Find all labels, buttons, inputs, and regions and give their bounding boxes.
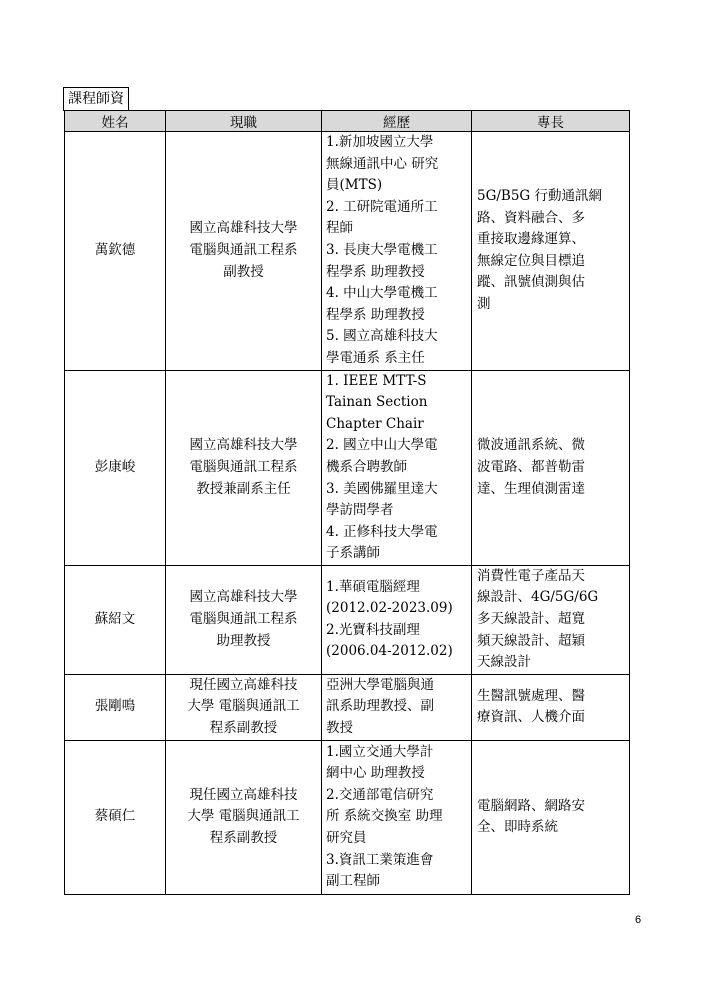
experience-line: 程學系 助理教授 <box>326 263 425 280</box>
experience-line: (2012.02-2023.09) <box>326 600 453 617</box>
specialty-line: 路、資料融合、多 <box>477 209 585 226</box>
current-position-line: 電腦與通訊工程系 <box>189 611 298 628</box>
specialty-line: 無線定位與目標追 <box>477 252 585 269</box>
instructor-name: 蔡碩仁 <box>65 740 166 894</box>
experience-line: 3.資訊工業策進會 <box>326 851 434 868</box>
experience-line: 教授 <box>326 720 353 737</box>
specialty-line: 電腦網路、網路安 <box>477 797 585 814</box>
experience-line: 5. 國立高雄科技大 <box>326 328 438 345</box>
experience-line: 3. 長庚大學電機工 <box>326 241 438 258</box>
specialty-line: 多天線設計、超寬 <box>477 611 585 628</box>
column-header-experience: 經歷 <box>322 111 472 132</box>
current-position-line: 現任國立高雄科技 <box>189 786 298 803</box>
table-row <box>65 740 630 894</box>
experience-line: 4. 正修科技大學電 <box>326 523 438 540</box>
specialty-line: 天線設計 <box>477 654 531 671</box>
instructor-name: 張剛鳴 <box>65 674 166 740</box>
experience-cell <box>322 132 472 371</box>
experience-line: 1.華碩電腦經理 <box>326 578 420 595</box>
current-position-line: 副教授 <box>223 263 264 280</box>
current-position-line: 大學 電腦與通訊工 <box>187 808 300 825</box>
specialty-cell <box>472 674 630 740</box>
instructor-name: 萬欽德 <box>65 132 166 371</box>
experience-line: 2. 工研院電通所工 <box>326 198 438 215</box>
specialty-line: 蹤、訊號偵測與估 <box>477 274 585 291</box>
table-header-row <box>65 111 630 132</box>
specialty-line: 測 <box>477 295 491 312</box>
current-position-line: 程系副教授 <box>209 829 278 846</box>
specialty-line: 頻天線設計、超穎 <box>477 632 585 649</box>
table-row <box>65 132 630 371</box>
experience-cell <box>322 565 472 674</box>
experience-line: 4. 中山大學電機工 <box>326 285 438 302</box>
current-position-cell <box>166 132 322 371</box>
experience-cell <box>322 740 472 894</box>
specialty-line: 波電路、都普勒雷 <box>477 458 585 475</box>
specialty-cell <box>472 132 630 371</box>
current-position-line: 程系副教授 <box>209 720 278 737</box>
section-title: 課程師資 <box>63 87 129 111</box>
column-header-name: 姓名 <box>65 111 166 132</box>
specialty-cell <box>472 740 630 894</box>
specialty-line: 全、即時系統 <box>477 819 558 836</box>
experience-line: 1.國立交通大學計 <box>326 743 434 760</box>
experience-line: 程學系 助理教授 <box>326 306 425 323</box>
experience-line: 訊系助理教授、副 <box>326 698 434 715</box>
specialty-line: 療資訊、人機介面 <box>477 709 585 726</box>
specialty-line: 5G/B5G 行動通訊網 <box>477 187 603 204</box>
experience-line: 2.光寶科技副理 <box>326 621 420 638</box>
current-position-line: 大學 電腦與通訊工 <box>187 698 300 715</box>
faculty-rows <box>65 132 630 895</box>
current-position-line: 國立高雄科技大學 <box>189 589 298 606</box>
current-position-cell <box>166 674 322 740</box>
current-position-line: 電腦與通訊工程系 <box>189 241 298 258</box>
experience-line: 學訪問學者 <box>326 502 394 519</box>
experience-line: 副工程師 <box>326 873 380 890</box>
experience-line: 所 系統交換室 助理 <box>326 808 443 825</box>
experience-line: 網中心 助理教授 <box>326 765 425 782</box>
specialty-line: 消費性電子產品天 <box>477 567 585 584</box>
experience-line: 無線通訊中心 研究 <box>326 155 439 172</box>
specialty-cell <box>472 565 630 674</box>
specialty-line: 達、生理偵測雷達 <box>477 480 585 497</box>
experience-line: 2. 國立中山大學電 <box>326 437 438 454</box>
experience-line: Chapter Chair <box>326 415 424 432</box>
table-row <box>65 674 630 740</box>
faculty-table <box>64 110 630 895</box>
current-position-line: 國立高雄科技大學 <box>189 220 298 237</box>
current-position-line: 助理教授 <box>216 632 271 649</box>
current-position-line: 國立高雄科技大學 <box>189 437 298 454</box>
current-position-line: 教授兼副系主任 <box>196 480 291 497</box>
experience-line: Tainan Section <box>326 394 428 411</box>
column-header-specialty: 專長 <box>472 111 630 132</box>
instructor-name: 蘇紹文 <box>65 565 166 674</box>
experience-line: 1.新加坡國立大學 <box>326 134 434 150</box>
experience-line: 子系講師 <box>326 545 380 562</box>
experience-line: 機系合聘教師 <box>326 458 407 475</box>
current-position-line: 電腦與通訊工程系 <box>189 458 298 475</box>
current-position-line: 現任國立高雄科技 <box>189 676 298 693</box>
specialty-cell <box>472 370 630 565</box>
experience-line: 學電通系 系主任 <box>326 349 425 366</box>
page-number: 6 <box>635 914 642 926</box>
specialty-line: 微波通訊系統、微 <box>477 437 585 454</box>
table-row <box>65 565 630 674</box>
specialty-line: 生醫訊號處理、醫 <box>477 687 585 704</box>
experience-line: 2.交通部電信研究 <box>326 786 434 803</box>
experience-line: (2006.04-2012.02) <box>326 643 453 660</box>
table-row <box>65 370 630 565</box>
experience-line: 1. IEEE MTT-S <box>326 372 427 389</box>
specialty-line: 線設計、4G/5G/6G <box>477 589 599 606</box>
specialty-line: 重接取邊緣運算、 <box>477 231 585 248</box>
current-position-cell <box>166 565 322 674</box>
experience-line: 亞洲大學電腦與通 <box>326 676 434 693</box>
experience-line: 研究員 <box>326 829 367 846</box>
instructor-name: 彭康峻 <box>65 370 166 565</box>
experience-cell <box>322 370 472 565</box>
experience-cell <box>322 674 472 740</box>
column-header-position: 現職 <box>166 111 322 132</box>
current-position-cell <box>166 370 322 565</box>
experience-line: 3. 美國佛羅里達大 <box>326 480 438 497</box>
experience-line: 員(MTS) <box>326 177 383 194</box>
experience-line: 程師 <box>326 220 353 237</box>
current-position-cell <box>166 740 322 894</box>
